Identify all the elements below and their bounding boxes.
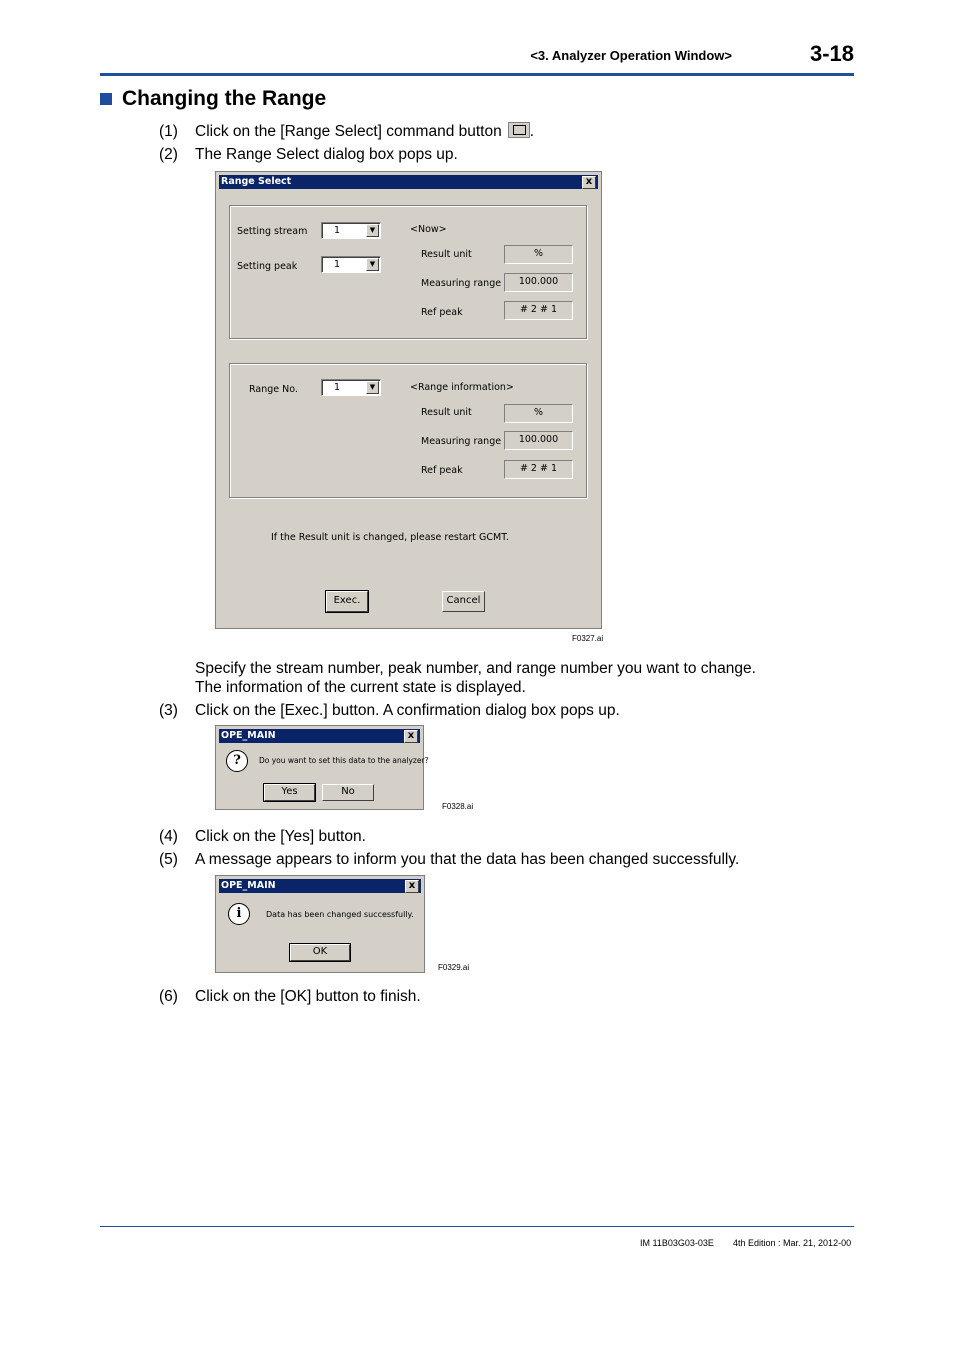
- setting-peak-value: 1: [334, 259, 341, 270]
- section-title-text: Changing the Range: [122, 87, 327, 110]
- step-text: Click on the [Exec.] button. A confirmation dialog box pops up.: [195, 702, 620, 719]
- info-measuring-range-label: Measuring range: [421, 436, 502, 447]
- no-button[interactable]: No: [322, 784, 374, 801]
- section-title: [100, 87, 326, 111]
- info-ref-peak-field: # 2 # 1: [504, 460, 573, 479]
- chevron-down-icon[interactable]: ▼: [366, 224, 379, 237]
- dialog-titlebar: [219, 175, 598, 189]
- dialog-title: OPE_MAIN: [221, 880, 276, 891]
- step-text: The Range Select dialog box pops up.: [195, 146, 458, 163]
- confirm-dialog: [215, 725, 429, 810]
- setting-stream-label: Setting stream: [237, 226, 308, 237]
- exec-button[interactable]: Exec.: [326, 591, 368, 612]
- setting-peak-select[interactable]: [321, 256, 381, 273]
- question-icon: ?: [226, 750, 248, 772]
- step-number: (5): [159, 851, 178, 868]
- step-number: (1): [159, 123, 178, 140]
- confirm-message: Do you want to set this data to the analyzer?: [259, 756, 429, 765]
- range-no-label: Range No.: [249, 384, 298, 395]
- info-icon: i: [228, 903, 250, 925]
- now-header: <Now>: [410, 224, 447, 235]
- success-dialog: [215, 875, 425, 973]
- now-measuring-range-field: 100.000: [504, 273, 573, 292]
- page-number: 3-18: [809, 41, 854, 66]
- range-info-header: <Range information>: [410, 382, 514, 393]
- footer-rule: [100, 1226, 854, 1227]
- step-text: Click on the [Yes] button.: [195, 828, 366, 845]
- info-ref-peak-label: Ref peak: [421, 465, 463, 476]
- info-measuring-range-field: 100.000: [504, 431, 573, 450]
- range-no-value: 1: [334, 382, 341, 393]
- close-icon[interactable]: x: [404, 730, 418, 743]
- document-id: IM 11B03G03-03E: [640, 1238, 714, 1248]
- figure-caption: F0327.ai: [572, 634, 604, 643]
- step-number: (2): [159, 146, 178, 163]
- range-select-dialog: [215, 171, 602, 629]
- step-1-text: Click on the [Range Select] command button: [195, 123, 502, 140]
- step-text: Click on the [OK] button to finish.: [195, 988, 421, 1005]
- figure-caption: F0329.ai: [438, 963, 470, 972]
- setting-peak-label: Setting peak: [237, 261, 298, 272]
- restart-notice: If the Result unit is changed, please restart GCMT.: [271, 532, 509, 543]
- now-measuring-range-label: Measuring range: [421, 278, 502, 289]
- now-ref-peak-label: Ref peak: [421, 307, 463, 318]
- figure-caption: F0328.ai: [442, 802, 474, 811]
- edition-info: 4th Edition : Mar. 21, 2012-00: [733, 1238, 852, 1248]
- dialog-title: Range Select: [221, 176, 292, 187]
- step-text: A message appears to inform you that the data has been changed successfully.: [195, 851, 740, 868]
- close-icon[interactable]: x: [405, 880, 419, 893]
- setting-stream-select[interactable]: [321, 222, 381, 239]
- chevron-down-icon[interactable]: ▼: [366, 258, 379, 271]
- range-select-command-icon: [508, 122, 530, 138]
- dialog-titlebar: [219, 729, 420, 743]
- yes-button[interactable]: Yes: [264, 784, 315, 801]
- step-number: (3): [159, 702, 178, 719]
- ok-button[interactable]: OK: [290, 944, 350, 961]
- step-text: Click on the [Range Select] command button .: [195, 123, 535, 140]
- now-result-unit-field: %: [504, 245, 573, 264]
- close-icon[interactable]: x: [582, 176, 596, 189]
- info-result-unit-label: Result unit: [421, 407, 472, 418]
- success-message: Data has been changed successfully.: [266, 910, 414, 919]
- now-result-unit-label: Result unit: [421, 249, 472, 260]
- header-rule: [100, 73, 854, 76]
- instruction-paragraph-1: Specify the stream number, peak number, and range number you want to change.: [195, 660, 756, 677]
- step-number: (4): [159, 828, 178, 845]
- dialog-title: OPE_MAIN: [221, 730, 276, 741]
- cancel-button[interactable]: Cancel: [442, 591, 485, 612]
- setting-stream-value: 1: [334, 225, 341, 236]
- chevron-down-icon[interactable]: ▼: [366, 381, 379, 394]
- chapter-header: <3. Analyzer Operation Window>: [530, 48, 732, 63]
- now-ref-peak-field: # 2 # 1: [504, 301, 573, 320]
- square-bullet-icon: [100, 93, 112, 105]
- range-no-select[interactable]: [321, 379, 381, 396]
- info-result-unit-field: %: [504, 404, 573, 423]
- instruction-paragraph-2: The information of the current state is displayed.: [195, 679, 526, 696]
- step-number: (6): [159, 988, 178, 1005]
- dialog-titlebar: [219, 879, 421, 893]
